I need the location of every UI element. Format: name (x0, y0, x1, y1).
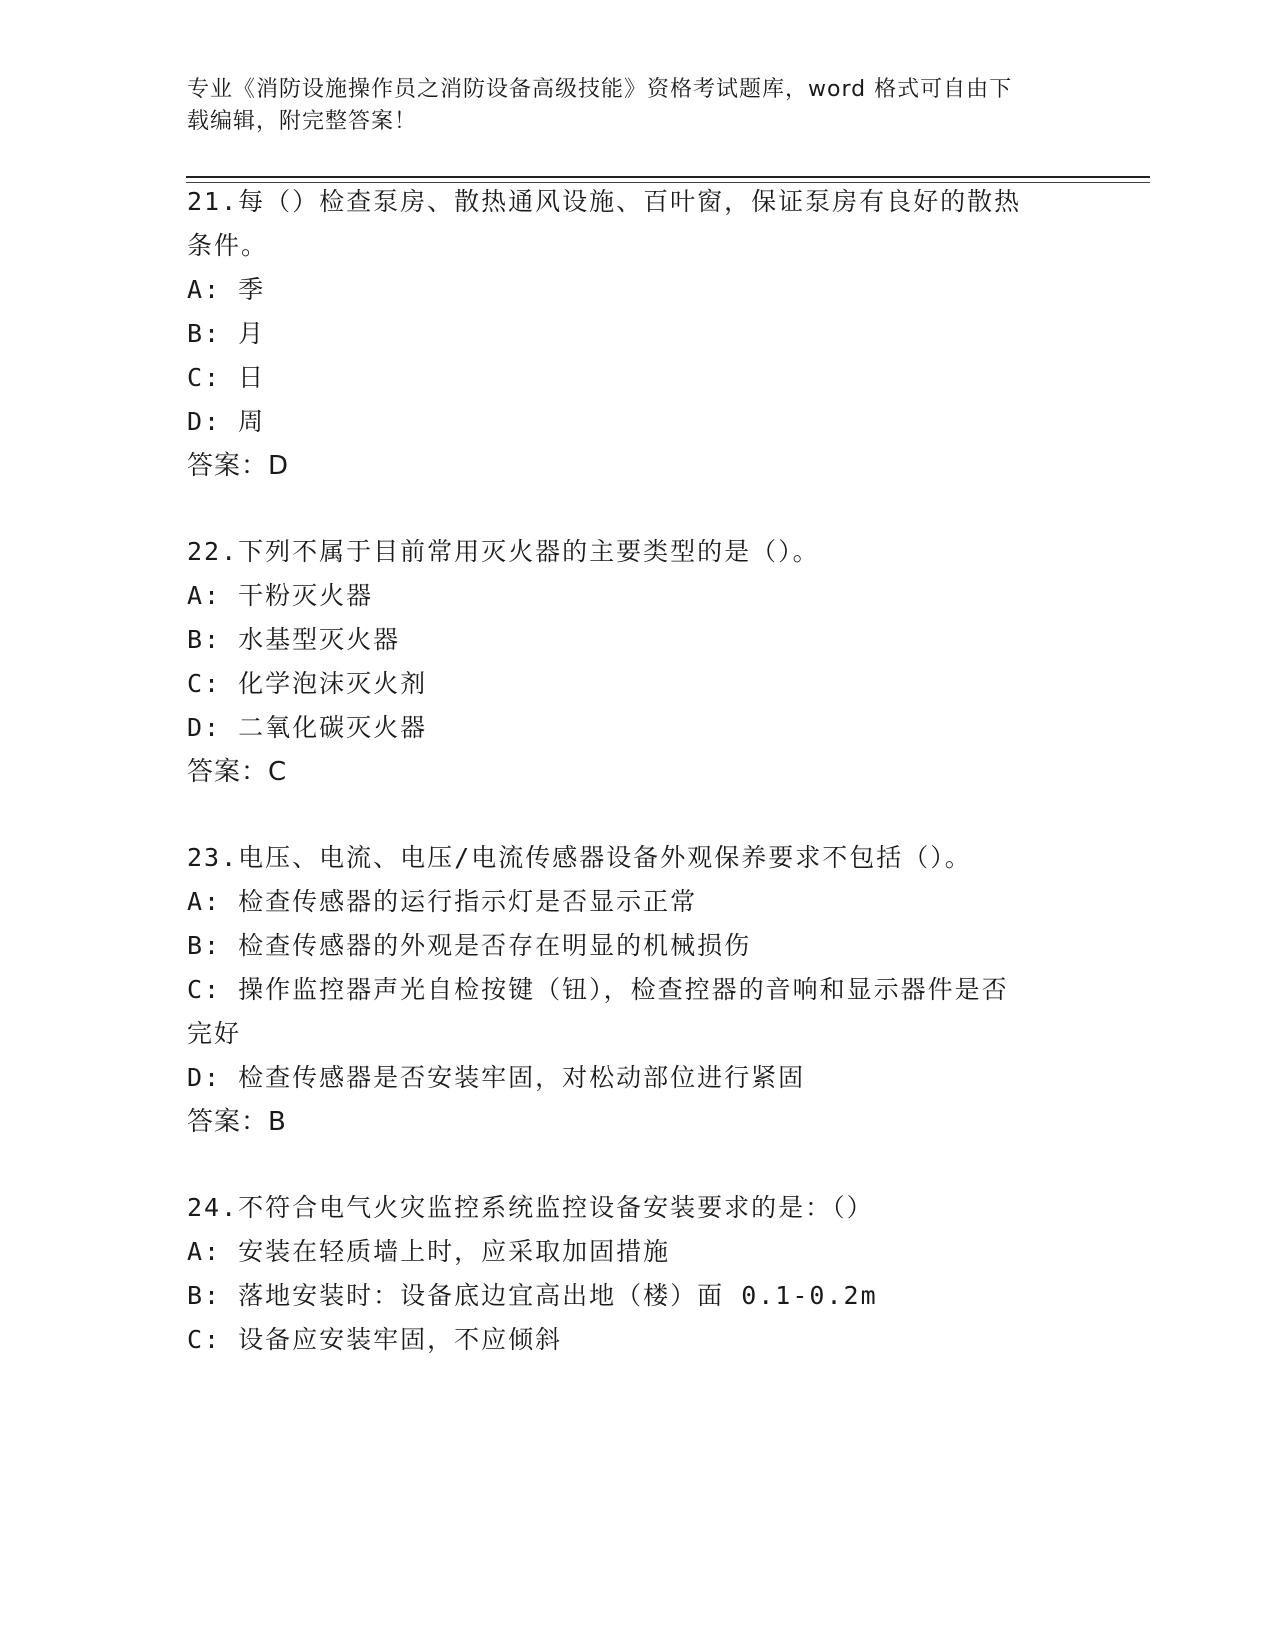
option-c: C: 操作监控器声光自检按键（钮），检查控器的音响和显示器件是否 (187, 975, 1009, 1004)
question-stem: 21.每（）检查泵房、散热通风设施、百叶窗，保证泵房有良好的散热 (187, 187, 1022, 216)
option-c-continued: 完好 (187, 1019, 242, 1048)
answer: 答案：C (187, 757, 288, 787)
option-d: D: 周 (187, 407, 266, 436)
option-b: B: 水基型灭火器 (187, 625, 401, 654)
document-header (187, 74, 1067, 138)
option-b: B: 检查传感器的外观是否存在明显的机械损伤 (187, 931, 752, 960)
header-divider-thin (186, 182, 1150, 183)
option-a: A: 季 (187, 275, 266, 304)
answer: 答案：D (187, 451, 290, 481)
option-a: A: 检查传感器的运行指示灯是否显示正常 (187, 887, 698, 916)
answer: 答案：B (187, 1107, 287, 1137)
option-d: D: 检查传感器是否安装牢固，对松动部位进行紧固 (187, 1063, 806, 1092)
header-line-1: 专业《消防设施操作员之消防设备高级技能》资格考试题库，word 格式可自由下 (187, 77, 1013, 102)
option-a: A: 干粉灭火器 (187, 581, 374, 610)
option-b: B: 落地安装时：设备底边宜高出地（楼）面 0.1-0.2m (187, 1281, 878, 1310)
option-a: A: 安装在轻质墙上时，应采取加固措施 (187, 1237, 671, 1266)
question-stem: 23.电压、电流、电压/电流传感器设备外观保养要求不包括（）。 (187, 843, 972, 872)
option-d: D: 二氧化碳灭火器 (187, 713, 428, 742)
option-c: C: 化学泡沫灭火剂 (187, 669, 428, 698)
question-stem: 24.不符合电气火灾监控系统监控设备安装要求的是：（） (187, 1193, 874, 1222)
question-stem: 22.下列不属于目前常用灭火器的主要类型的是（）。 (187, 537, 820, 566)
question-stem-continued: 条件。 (187, 231, 269, 260)
header-line-2: 载编辑，附完整答案！ (187, 109, 418, 134)
option-b: B: 月 (187, 319, 266, 348)
header-divider-thick (186, 176, 1150, 178)
option-c: C: 日 (187, 363, 266, 392)
option-c: C: 设备应安装牢固，不应倾斜 (187, 1325, 563, 1354)
